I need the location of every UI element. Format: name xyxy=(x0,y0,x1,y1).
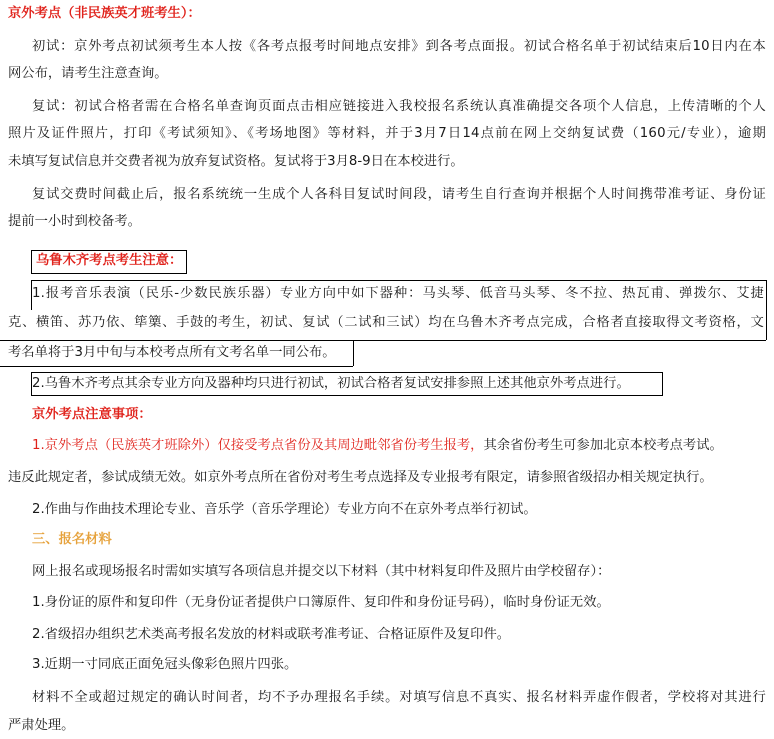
notice-item-1-alternative: 其余省份考生可参加北京本校考点考试。 xyxy=(483,438,723,453)
urumqi-box-middle-border xyxy=(0,340,766,341)
retest-fee-line-1: 复试交费时间截止后，报名系统统一生成个人各科目复试时间段，请考生自行查询并根据个人时间携带准考证、身份证 xyxy=(32,187,766,202)
urumqi-title: 乌鲁木齐考点考生注意： xyxy=(36,253,183,268)
urumqi-box-bottom-border xyxy=(0,366,353,367)
urumqi-item-1-line-3: 考名单将于3月中旬与本校考点所有文考名单一同公布。 xyxy=(8,345,336,360)
notice-item-1-line-1 xyxy=(32,436,766,456)
material-item-3: 3.近期一寸同底正面免冠头像彩色照片四张。 xyxy=(32,657,298,672)
urumqi-item-2: 2.乌鲁木齐考点其余专业方向及器种均只进行初试，初试合格者复试安排参照上述其他京外考点进行。 xyxy=(32,376,630,391)
material-item-1: 1.身份证的原件和复印件（无身份证者提供户口簿原件、复印件和身份证号码），临时身份证无效。 xyxy=(32,595,610,610)
urumqi-item-1-line-2: 克、横笛、苏乃依、筚篥、手鼓的考生，初试、复试（二试和三试）均在乌鲁木齐考点完成，合格者直接取得文考资格，文 xyxy=(8,315,764,330)
notice-item-1-restriction: 1.京外考点（民族英才班除外）仅接受考点省份及其周边毗邻省份考生报考， xyxy=(32,438,484,453)
urumqi-box-top-border xyxy=(31,280,766,281)
retest-fee-line-2: 提前一小时到校备考。 xyxy=(8,214,141,229)
material-item-2: 2.省级招办组织艺术类高考报名发放的材料或联考准考证、合格证原件及复印件。 xyxy=(32,627,511,642)
section-title-beijing-out: 京外考点（非民族英才班考生）： xyxy=(8,6,201,21)
retest-paragraph-line-2: 照片及证件照片，打印《考试须知》、《考场地图》等材料，并于3月7日14点前在网上交纳复试费（160元/专业），逾期 xyxy=(8,126,766,141)
urumqi-title-box xyxy=(31,250,187,274)
initial-paragraph-line-1: 初试：京外考点初试须考生本人按《各考点报考时间地点安排》到各考点面报。初试合格名单于初试结束后10日内在本 xyxy=(32,39,766,54)
urumqi-item-1-line-1: 1.报考音乐表演（民乐-少数民族乐器）专业方向中如下器种：马头琴、低音马头琴、冬不拉、热瓦甫、弹拨尔、艾捷 xyxy=(32,286,764,301)
notice-title: 京外考点注意事项： xyxy=(32,407,152,422)
section-3-title: 三、报名材料 xyxy=(32,532,112,547)
final-note-line-2: 严肃处理。 xyxy=(8,718,75,733)
materials-intro: 网上报名或现场报名时需如实填写各项信息并提交以下材料（其中材料复印件及照片由学校留存）： xyxy=(32,564,611,579)
notice-item-1-line-2: 违反此规定者，参试成绩无效。如京外考点所在省份对考生考点选择及专业报考有限定，请参照省级招办相关规定执行。 xyxy=(8,470,713,485)
retest-paragraph-line-3: 未填写复试信息并交费者视为放弃复试资格。复试将于3月8-9日在本校进行。 xyxy=(8,154,464,169)
retest-paragraph-line-1: 复试：初试合格者需在合格名单查询页面点击相应链接进入我校报名系统认真准确提交各项个人信息，上传清晰的个人 xyxy=(32,99,766,114)
notice-item-2: 2.作曲与作曲技术理论专业、音乐学（音乐学理论）专业方向不在京外考点举行初试。 xyxy=(32,502,537,517)
final-note-line-1: 材料不全或超过规定的确认时间者，均不予办理报名手续。对填写信息不真实、报名材料弄虚作假者，学校将对其进行 xyxy=(32,690,766,705)
urumqi-box-right-border xyxy=(766,280,767,340)
initial-paragraph-line-2: 网公布，请考生注意查询。 xyxy=(8,66,168,81)
